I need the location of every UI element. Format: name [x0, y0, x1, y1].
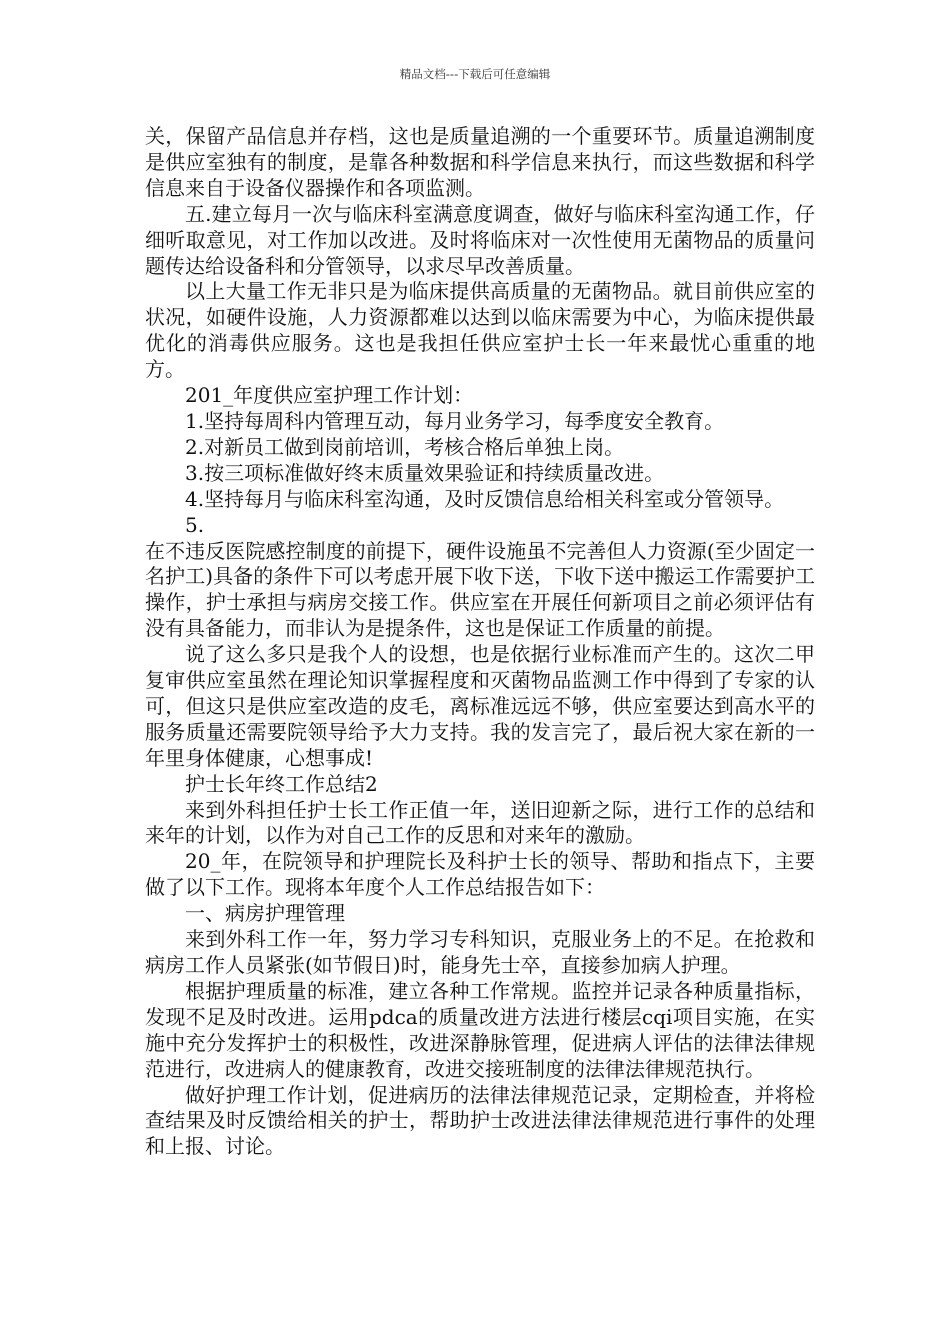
list-item: 3.按三项标准做好终末质量效果验证和持续质量改进。 — [185, 460, 665, 485]
page-header: 精品文档---下载后可任意编辑 — [399, 67, 551, 81]
list-item: 1.坚持每周科内管理互动，每月业务学习，每季度安全教育。 — [185, 408, 725, 433]
paragraph: 做好护理工作计划，促进病历的法律法律规范记录，定期检查，并将检查结果及时反馈给相关的护士，帮助护士改进法律法律规范进行事件的处理和上报、讨论。 — [145, 1082, 815, 1159]
section-heading: 一、病房护理管理 — [185, 901, 345, 926]
paragraph: 说了这么多只是我个人的设想，也是依据行业标准而产生的。这次二甲复审供应室虽然在理论知识掌握程度和灭菌物品监测工作中得到了专家的认可，但这只是供应室改造的皮毛，离标准远远不够，供应室要达到高水平的服务质量还需要院领导给予大力支持。我的发言完了，最后祝大家在新的一年里身体健康，心想事成! — [145, 642, 815, 770]
paragraph: 以上大量工作无非只是为临床提供高质量的无菌物品。就目前供应室的状况，如硬件设施，人力资源都难以达到以临床需要为中心，为临床提供最优化的消毒供应服务。这也是我担任供应室护士长一年来最忧心重重的地方。 — [145, 279, 815, 382]
paragraph: 20_年，在院领导和护理院长及科护士长的领导、帮助和指点下，主要做了以下工作。现将本年度个人工作总结报告如下： — [145, 849, 815, 900]
section-title: 护士长年终工作总结2 — [185, 771, 378, 796]
document-body — [145, 124, 815, 1160]
section-heading: 201_年度供应室护理工作计划： — [185, 383, 474, 408]
paragraph: 五.建立每月一次与临床科室满意度调查，做好与临床科室沟通工作，仔细听取意见，对工作加以改进。及时将临床对一次性使用无菌物品的质量问题传达给设备科和分管领导，以求尽早改善质量。 — [145, 201, 815, 278]
list-item: 2.对新员工做到岗前培训，考核合格后单独上岗。 — [185, 434, 625, 459]
list-item: 4.坚持每月与临床科室沟通，及时反馈信息给相关科室或分管领导。 — [185, 486, 785, 511]
paragraph: 来到外科工作一年，努力学习专科知识，克服业务上的不足。在抢救和病房工作人员紧张(如节假日)时，能身先士卒，直接参加病人护理。 — [145, 927, 815, 977]
paragraph: 根据护理质量的标准，建立各种工作常规。监控并记录各种质量指标，发现不足及时改进。运用pdca的质量改进方法进行楼层cqi项目实施，在实施中充分发挥护士的积极性，改进深静脉管理，促进病人评估的法律法律规范进行，改进病人的健康教育，改进交接班制度的法律法律规范执行。 — [145, 978, 815, 1081]
paragraph: 在不违反医院感控制度的前提下，硬件设施虽不完善但人力资源(至少固定一名护工)具备的条件下可以考虑开展下收下送，下收下送中搬运工作需要护工操作，护士承担与病房交接工作。供应室在开展任何新项目之前必须评估有没有具备能力，而非认为是提条件，这也是保证工作质量的前提。 — [145, 538, 815, 641]
paragraph: 关，保留产品信息并存档，这也是质量追溯的一个重要环节。质量追溯制度是供应室独有的制度，是靠各种数据和科学信息来执行，而这些数据和科学信息来自于设备仪器操作和各项监测。 — [145, 124, 815, 200]
paragraph: 来到外科担任护士长工作正值一年，送旧迎新之际，进行工作的总结和来年的计划，以作为对自己工作的反思和对来年的激励。 — [145, 797, 815, 848]
list-item: 5. — [185, 512, 205, 537]
